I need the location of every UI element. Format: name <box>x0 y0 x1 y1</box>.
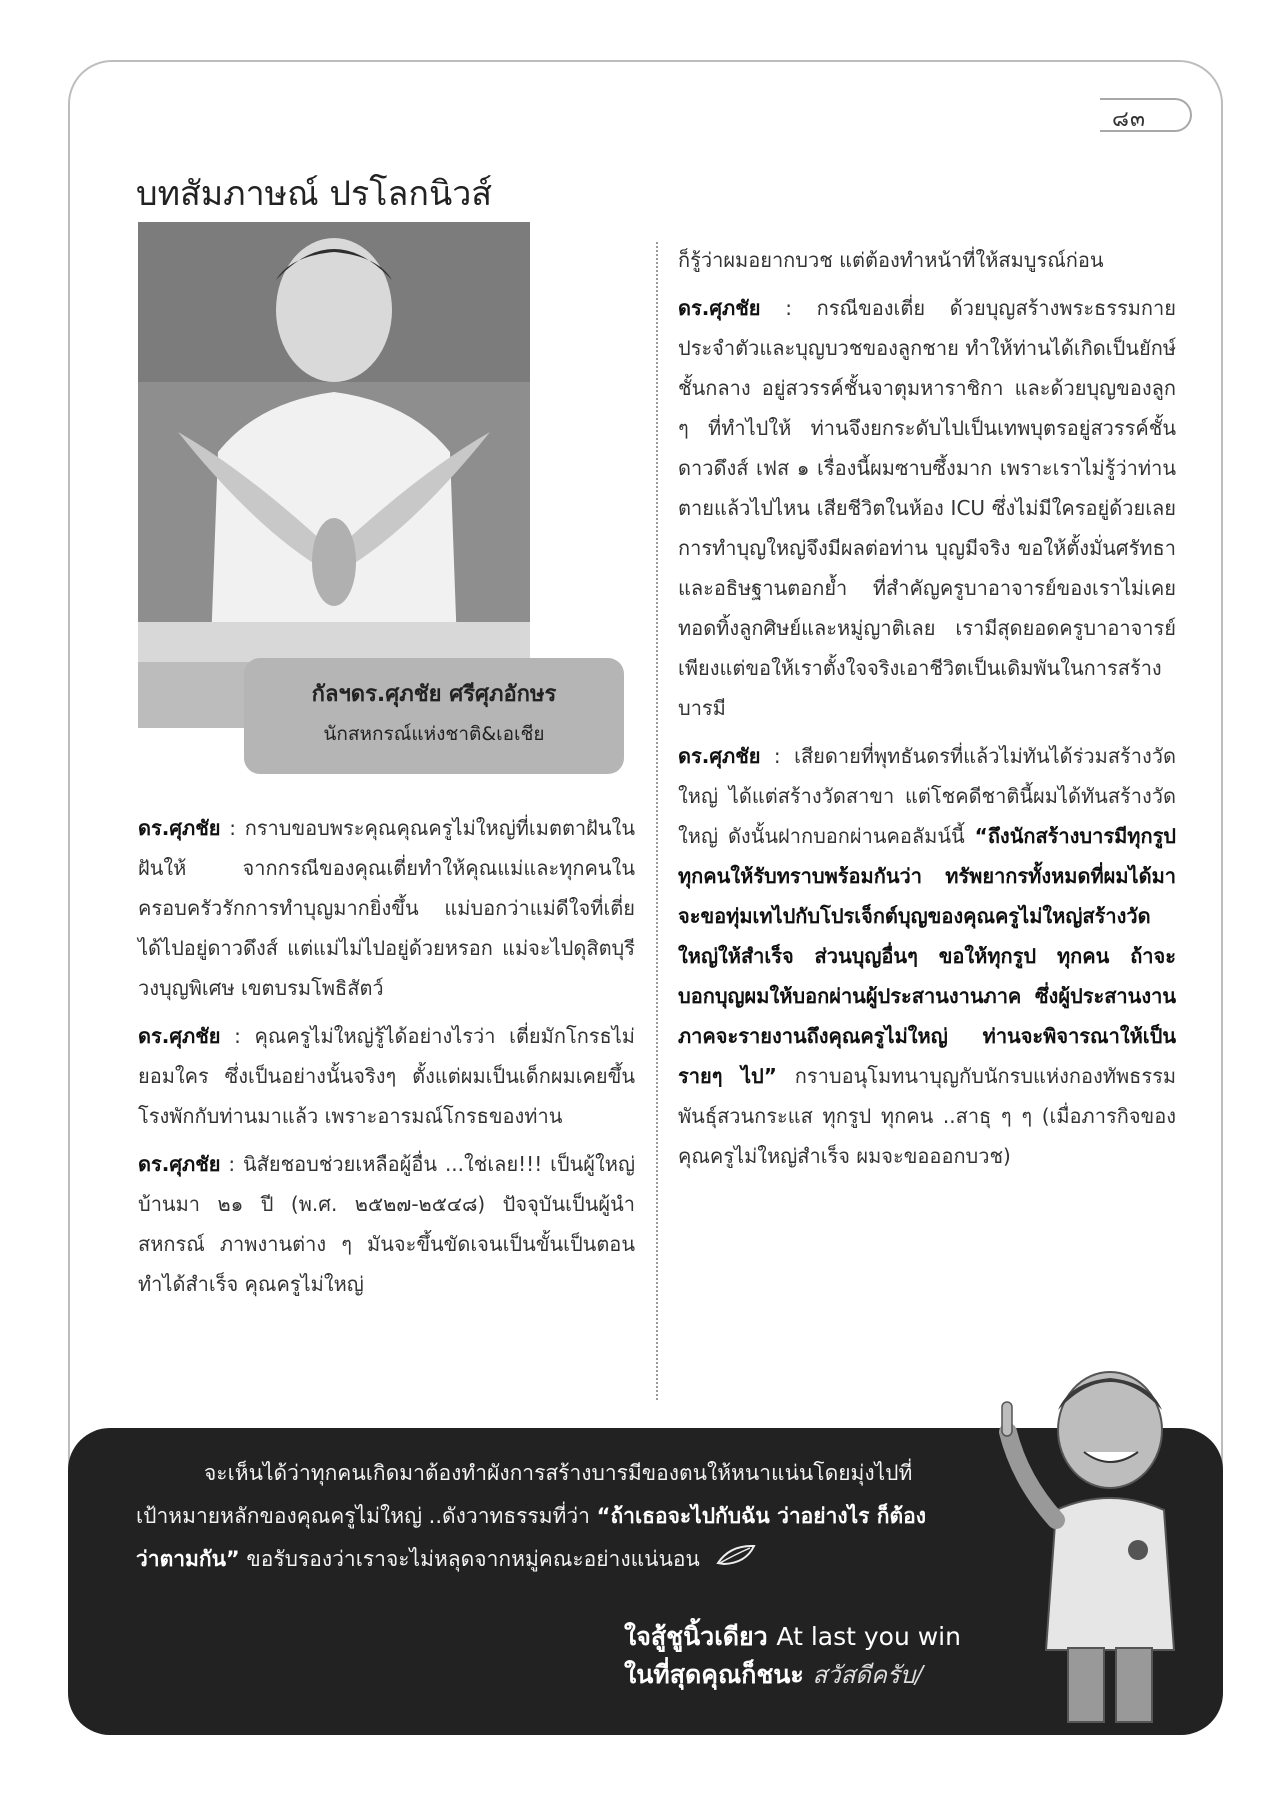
right-column <box>678 240 1176 1184</box>
signature-block <box>624 1618 961 1694</box>
photo-caption <box>244 658 624 774</box>
interview-paragraph <box>138 808 635 1008</box>
column-divider <box>656 242 658 1400</box>
handwritten-signature: สวัสดีครับ/ <box>812 1661 924 1689</box>
footer-text <box>136 1452 926 1582</box>
cartoon-mascot <box>960 1360 1200 1730</box>
slogan-thai: ใจสู้ชูนิ้วเดียว <box>624 1622 768 1651</box>
article-title: บทสัมภาษณ์ ปรโลกนิวส์ <box>136 174 493 214</box>
speaker-label: ดร.ศุภชัย <box>138 1152 221 1176</box>
slogan-english: At last you win <box>776 1622 961 1651</box>
caption-role: นักสหกรณ์แห่งชาติ&เอเชีย <box>323 723 545 745</box>
interview-paragraph <box>678 736 1176 1176</box>
paragraph-text: : กราบขอบพระคุณคุณครูไม่ใหญ่ที่เมตตาฝันในฝันให้ จากกรณีของคุณเตี่ยทำให้คุณแม่และทุกคนในครอบครัวรักการทำบุญมากยิ่งขึ้น แม่บอกว่าแม่ดีใจที่เตี่ยได้ไปอยู่ดาวดึงส์ แต่แม่ไม่ไปอยู่ด้วยหรอก แม่จะไปดุสิตบุรี วงบุญพิเศษ เขตบรมโพธิสัตว์ <box>138 816 635 1000</box>
dharma-quote: “ถ้าเธอจะไปกับฉัน ว่าอย่างไร ก็ต้องว่าตามกัน” <box>136 1504 926 1571</box>
caption-name: กัลฯดร.ศุภชัย ศรีศุภอักษร <box>311 682 557 707</box>
mascot-illustration <box>960 1360 1200 1730</box>
footer-sentence: ขอรับรองว่าเราจะไม่หลุดจากหมู่คณะอย่างแน่นอน <box>239 1547 700 1571</box>
paragraph-text: : นิสัยชอบช่วยเหลือผู้อื่น ...ใช่เลย!!! เป็นผู้ใหญ่บ้านมา ๒๑ ปี (พ.ศ. ๒๕๒๗-๒๕๔๘) ปัจจุบันเป็นผู้นำสหกรณ์ ภาพงานต่าง ๆ มันจะขึ้นขัดเจนเป็นขั้นเป็นตอน ทำได้สำเร็จ คุณครูไม่ใหญ่ <box>138 1152 635 1296</box>
sign-line-2 <box>624 1656 961 1694</box>
left-column <box>138 808 635 1312</box>
speaker-label: ดร.ศุภชัย <box>678 296 761 320</box>
interview-paragraph <box>678 288 1176 728</box>
interview-paragraph <box>138 1144 635 1304</box>
speaker-label: ดร.ศุภชัย <box>678 744 761 768</box>
quoted-message: “ถึงนักสร้างบารมีทุกรูปทุกคนให้รับทราบพร้อมกันว่า ทรัพยากรทั้งหมดที่ผมได้มาจะขอทุ่มเทไปกับโปรเจ็กต์บุญของคุณครูไม่ใหญ่สร้างวัดใหญ่ให้สำเร็จ ส่วนบุญอื่นๆ ขอให้ทุกรูป ทุกคน ถ้าจะบอกบุญผมให้บอกผ่านผู้ประสานงานภาค ซึ่งผู้ประสานงานภาคจะรายงานถึงคุณครูไม่ใหญ่ ท่านจะพิจารณาให้เป็นรายๆ ไป” <box>678 824 1176 1088</box>
interview-paragraph: ก็รู้ว่าผมอยากบวช แต่ต้องทำหน้าที่ให้สมบูรณ์ก่อน <box>678 248 1104 272</box>
paragraph-text: : เสียดายที่พุทธันดรที่แล้วไม่ทันได้ร่วมสร้างวัดใหญ่ ได้แต่สร้างวัดสาขา แต่โชคดีชาตินี้ผมได้ทันสร้างวัดใหญ่ ดังนั้นฝากบอกผ่านคอลัมน์นี้ <box>678 744 1176 848</box>
paragraph-text: กราบอนุโมทนาบุญกับนักรบแห่งกองทัพธรรมพันธุ์สวนกระแส ทุกรูป ทุกคน ..สาธุ ๆ ๆ (เมื่อภารกิจของคุณครูไม่ใหญ่สำเร็จ ผมจะขอออกบวช) <box>678 1064 1177 1168</box>
paragraph-text: : กรณีของเตี่ย ด้วยบุญสร้างพระธรรมกายประจำตัวและบุญบวชของลูกชาย ทำให้ท่านได้เกิดเป็นยักษ์ชั้นกลาง อยู่สวรรค์ชั้นจาตุมหาราชิกา และด้วยบุญของลูก ๆ ที่ทำไปให้ ท่านจึงยกระดับไปเป็นเทพบุตรอยู่สวรรค์ชั้นดาวดึงส์ เฟส ๑ เรื่องนี้ผมซาบซึ้งมาก เพราะเราไม่รู้ว่าท่านตายแล้วไปไหน เสียชีวิตในห้อง ICU ซึ่งไม่มีใครอยู่ด้วยเลย การทำบุญใหญ่จึงมีผลต่อท่าน บุญมีจริง ขอให้ตั้งมั่นศรัทธา และอธิษฐานตอกย้ำ ที่สำคัญครูบาอาจารย์ของเราไม่เคยทอดทิ้งลูกศิษย์และหมู่ญาติเลย เรามีสุดยอดครูบาอาจารย์ เพียงแต่ขอให้เราตั้งใจจริงเอาชีวิตเป็นเดิมพันในการสร้างบารมี <box>678 296 1176 720</box>
portrait-illustration <box>138 222 530 728</box>
footer-sentence: จะเห็นได้ว่าทุกคนเกิดมาต้องทำผังการสร้างบารมีของตนให้หนาแน่นโดยมุ่งไปที่เป้าหมายหลักของคุณครูไม่ใหญ่ ..ดังวาทธรรมที่ว่า <box>136 1461 913 1528</box>
leaf-icon <box>716 1539 756 1582</box>
speaker-label: ดร.ศุภชัย <box>138 1024 221 1048</box>
sign-line-1 <box>624 1618 961 1656</box>
slogan-thai-2: ในที่สุดคุณก็ชนะ <box>624 1660 804 1689</box>
page-number: ๘๓ <box>1112 107 1147 132</box>
portrait-photo <box>138 222 530 728</box>
paragraph-text: : คุณครูไม่ใหญ่รู้ได้อย่างไรว่า เตี่ยมักโกรธไม่ยอมใคร ซึ่งเป็นอย่างนั้นจริงๆ ตั้งแต่ผมเป็นเด็กผมเคยขึ้นโรงพักกับท่านมาแล้ว เพราะอารมณ์โกรธของท่าน <box>138 1024 635 1128</box>
speaker-label: ดร.ศุภชัย <box>138 816 221 840</box>
interview-paragraph <box>138 1016 635 1136</box>
